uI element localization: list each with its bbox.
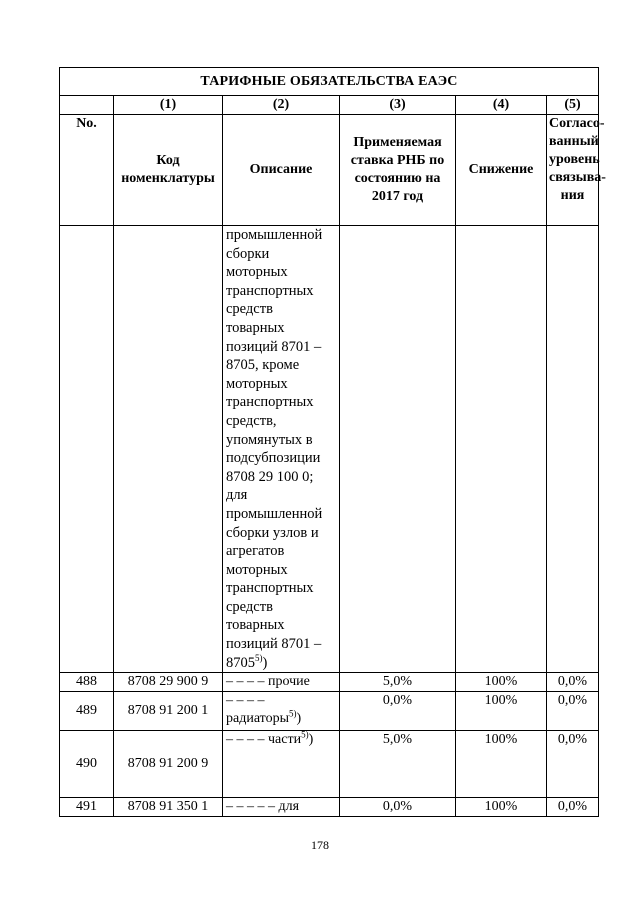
column-number-4: (4) — [456, 96, 547, 115]
continuation-row — [60, 226, 599, 673]
header-code: Код номенклатуры — [114, 115, 223, 226]
header-rate: Применяемая ставка РНБ по состоянию на 2017 год — [340, 115, 456, 226]
header-reduction: Снижение — [456, 115, 547, 226]
row-reduction: 100% — [456, 731, 547, 798]
row-description-text: – – – – части — [226, 732, 302, 748]
row-no: 488 — [60, 673, 114, 692]
column-number-row — [60, 96, 599, 115]
row-description-text: – – – – – для — [226, 799, 300, 815]
continuation-description — [223, 226, 340, 673]
row-bound: 0,0% — [547, 673, 599, 692]
table-row — [60, 692, 599, 731]
row-description — [223, 673, 340, 692]
column-number-2: (2) — [223, 96, 340, 115]
row-footnote: 5) — [301, 729, 309, 740]
row-no: 489 — [60, 692, 114, 731]
table-row — [60, 731, 599, 798]
header-row — [60, 115, 599, 226]
table-row — [60, 673, 599, 692]
continuation-description-text: промышленной сборки моторных транспортных средств товарных позиций 8701 – 8705, кроме моторных транспортных средств, упомянутых в подсубпозиции 8708 29 100 0; для промышленной сборки узлов и агрегатов моторных транспортных средств товарных позиций 8701 – 8705 — [226, 227, 323, 671]
page-number: 178 — [311, 838, 329, 852]
row-description-text: – – – – радиаторы — [226, 693, 290, 727]
header-bound: Согласо-ванный уровень связыва-ния — [547, 115, 599, 226]
row-reduction: 100% — [456, 798, 547, 817]
column-number-1: (1) — [114, 96, 223, 115]
row-rate: 5,0% — [340, 731, 456, 798]
row-rate: 0,0% — [340, 798, 456, 817]
row-bound: 0,0% — [547, 731, 599, 798]
column-number-5: (5) — [547, 96, 599, 115]
row-reduction: 100% — [456, 673, 547, 692]
continuation-bound — [547, 226, 599, 673]
row-close: ) — [296, 711, 302, 727]
row-bound: 0,0% — [547, 798, 599, 817]
row-code: 8708 91 350 1 — [114, 798, 223, 817]
row-close: ) — [308, 732, 314, 748]
tariff-table — [59, 67, 606, 817]
row-description — [223, 731, 340, 798]
row-no: 491 — [60, 798, 114, 817]
row-bound: 0,0% — [547, 692, 599, 731]
row-rate: 5,0% — [340, 673, 456, 692]
row-description — [223, 692, 340, 731]
table-title: ТАРИФНЫЕ ОБЯЗАТЕЛЬСТВА ЕАЭС — [60, 68, 599, 96]
table-row — [60, 798, 599, 817]
row-description — [223, 798, 340, 817]
row-footnote: 5) — [289, 708, 297, 719]
row-rate: 0,0% — [340, 692, 456, 731]
continuation-code — [114, 226, 223, 673]
continuation-rate — [340, 226, 456, 673]
column-number-empty — [60, 96, 114, 115]
continuation-reduction — [456, 226, 547, 673]
row-no: 490 — [60, 731, 114, 798]
row-description-text: – – – – прочие — [226, 674, 310, 690]
row-code: 8708 29 900 9 — [114, 673, 223, 692]
row-reduction: 100% — [456, 692, 547, 731]
header-no: No. — [60, 115, 114, 226]
header-description: Описание — [223, 115, 340, 226]
row-code: 8708 91 200 1 — [114, 692, 223, 731]
continuation-footnote: 5) — [255, 652, 263, 663]
continuation-no — [60, 226, 114, 673]
row-code: 8708 91 200 9 — [114, 731, 223, 798]
column-number-3: (3) — [340, 96, 456, 115]
continuation-close: ) — [262, 654, 268, 671]
